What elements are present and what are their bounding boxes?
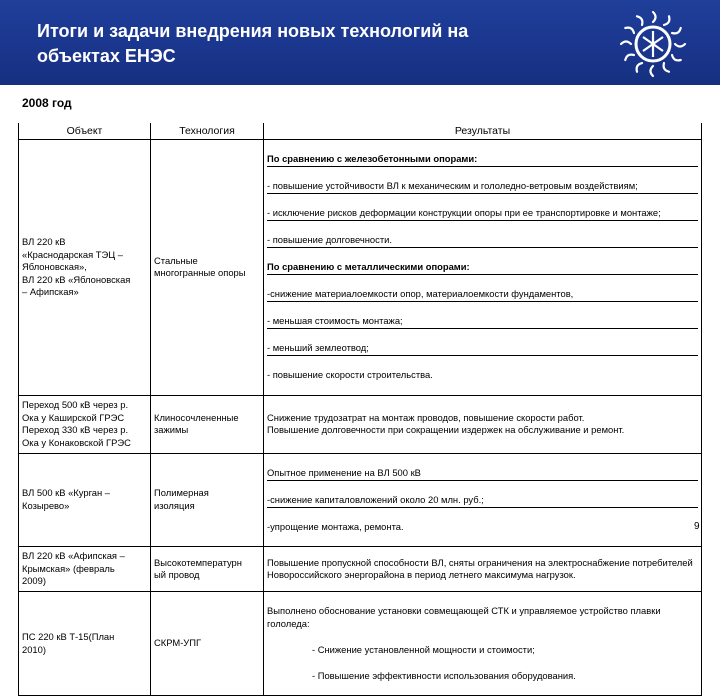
page-number: 9 — [694, 521, 700, 532]
technology-cell: Клиносочлененные зажимы — [151, 395, 264, 453]
year-label: 2008 год — [22, 96, 72, 110]
table-header-row — [19, 123, 702, 140]
column-header-technology: Технология — [151, 123, 264, 140]
technology-cell: Полимерная изоляция — [151, 453, 264, 547]
table-row — [19, 592, 702, 696]
table-row — [19, 395, 702, 453]
slide-header — [0, 0, 720, 85]
company-logo-icon — [618, 9, 688, 79]
column-header-object: Объект — [19, 123, 151, 140]
results-line: - Повышение эффективности использования оборудования. — [312, 669, 576, 681]
results-line: По сравнению с металлическими опорами: — [267, 261, 698, 276]
results-line: -упрощение монтажа, ремонта. — [267, 520, 404, 532]
results-line: Выполнено обоснование установки совмещающей СТК и управляемое устройство плавки гололеда: — [267, 605, 661, 629]
results-line: - меньший землеотвод; — [267, 342, 698, 357]
results-table — [18, 123, 702, 696]
results-line: - повышение устойчивости ВЛ к механическим и гололедно-ветровым воздействиям; — [267, 180, 698, 195]
results-cell — [264, 453, 702, 547]
slide-title: Итоги и задачи внедрения новых технологий на объектах ЕНЭС — [37, 21, 469, 66]
results-line: - повышение скорости строительства. — [267, 369, 433, 380]
table-row — [19, 547, 702, 592]
table-row — [19, 140, 702, 396]
object-cell: ВЛ 500 кВ «Курган – Козырево» — [19, 453, 151, 547]
results-line: - меньшая стоимость монтажа; — [267, 315, 698, 330]
object-cell: ВЛ 220 кВ «Афипская – Крымская» (февраль 2009) — [19, 547, 151, 592]
object-cell: Переход 500 кВ через р. Ока у Каширской ГРЭС Переход 330 кВ через р. Ока у Конаковской ГРЭС — [19, 395, 151, 453]
results-line: Опытное применение на ВЛ 500 кВ — [267, 466, 698, 481]
results-line: - повышение долговечности. — [267, 234, 698, 249]
results-cell — [264, 592, 702, 696]
results-line: - исключение рисков деформации конструкции опоры при ее транспортировке и монтаже; — [267, 207, 698, 222]
table-row — [19, 453, 702, 547]
object-cell: ПС 220 кВ Т-15(План 2010) — [19, 592, 151, 696]
results-line: По сравнению с железобетонными опорами: — [267, 153, 698, 168]
technology-cell: Стальные многогранные опоры — [151, 140, 264, 396]
technology-cell: Высокотемпературн ый провод — [151, 547, 264, 592]
results-line: -снижение материалоемкости опор, материалоемкости фундаментов, — [267, 288, 698, 303]
results-line: - Снижение установленной мощности и стоимости; — [312, 643, 535, 655]
technology-cell: СКРМ-УПГ — [151, 592, 264, 696]
results-cell — [264, 140, 702, 396]
column-header-results: Результаты — [264, 123, 702, 140]
object-cell: ВЛ 220 кВ «Краснодарская ТЭЦ – Яблоновская», ВЛ 220 кВ «Яблоновская – Афипская» — [19, 140, 151, 396]
results-line: -снижение капиталовложений около 20 млн. руб.; — [267, 493, 698, 508]
results-cell: Снижение трудозатрат на монтаж проводов, повышение скорости работ. Повышение долговечности при сокращении издержек на обслуживание и ремонт. — [264, 395, 702, 453]
results-cell: Повышение пропускной способности ВЛ, сняты ограничения на электроснабжение потребителей Новороссийского энергорайона в период летнего максимума нагрузок. — [264, 547, 702, 592]
